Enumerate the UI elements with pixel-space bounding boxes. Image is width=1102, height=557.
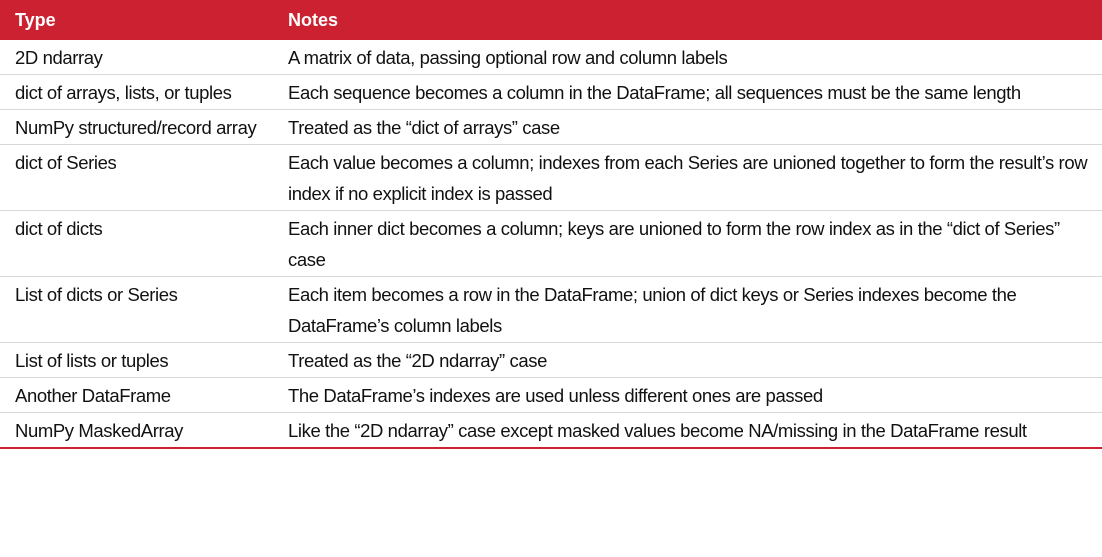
notes-cell: Treated as the “2D ndarray” case bbox=[288, 350, 548, 371]
table-row bbox=[0, 40, 1102, 75]
type-cell: dict of arrays, lists, or tuples bbox=[15, 82, 232, 103]
table-row bbox=[0, 145, 1102, 211]
header-row bbox=[0, 0, 1102, 40]
table-row bbox=[0, 378, 1102, 413]
type-cell: dict of dicts bbox=[15, 218, 103, 239]
notes-cell: Each inner dict becomes a column; keys are unioned to form the row index as in the “dict of Series” case bbox=[288, 218, 1060, 270]
column-header-type: Type bbox=[15, 9, 56, 30]
type-cell: Another DataFrame bbox=[15, 385, 171, 406]
table-row bbox=[0, 75, 1102, 110]
type-cell: List of dicts or Series bbox=[15, 284, 178, 305]
table-row bbox=[0, 211, 1102, 277]
notes-cell: Treated as the “dict of arrays” case bbox=[288, 117, 560, 138]
notes-cell: A matrix of data, passing optional row and column labels bbox=[288, 47, 728, 68]
type-cell: 2D ndarray bbox=[15, 47, 103, 68]
notes-cell: The DataFrame’s indexes are used unless different ones are passed bbox=[288, 385, 823, 406]
type-cell: List of lists or tuples bbox=[15, 350, 169, 371]
notes-cell: Each sequence becomes a column in the DataFrame; all sequences must be the same length bbox=[288, 82, 1021, 103]
table-row bbox=[0, 110, 1102, 145]
type-cell: NumPy MaskedArray bbox=[15, 420, 183, 441]
table-row bbox=[0, 413, 1102, 449]
notes-cell: Like the “2D ndarray” case except masked values become NA/missing in the DataFrame result bbox=[288, 420, 1027, 441]
table-body bbox=[0, 40, 1102, 448]
notes-cell: Each item becomes a row in the DataFrame; union of dict keys or Series indexes become the DataFrame’s column labels bbox=[288, 284, 1017, 336]
table-row bbox=[0, 277, 1102, 343]
column-header-notes: Notes bbox=[288, 9, 339, 30]
notes-cell: Each value becomes a column; indexes from each Series are unioned together to form the result’s row index if no explicit index is passed bbox=[288, 152, 1088, 204]
type-cell: dict of Series bbox=[15, 152, 117, 173]
table-row bbox=[0, 343, 1102, 378]
type-cell: NumPy structured/record array bbox=[15, 117, 257, 138]
table-header bbox=[0, 0, 1102, 40]
